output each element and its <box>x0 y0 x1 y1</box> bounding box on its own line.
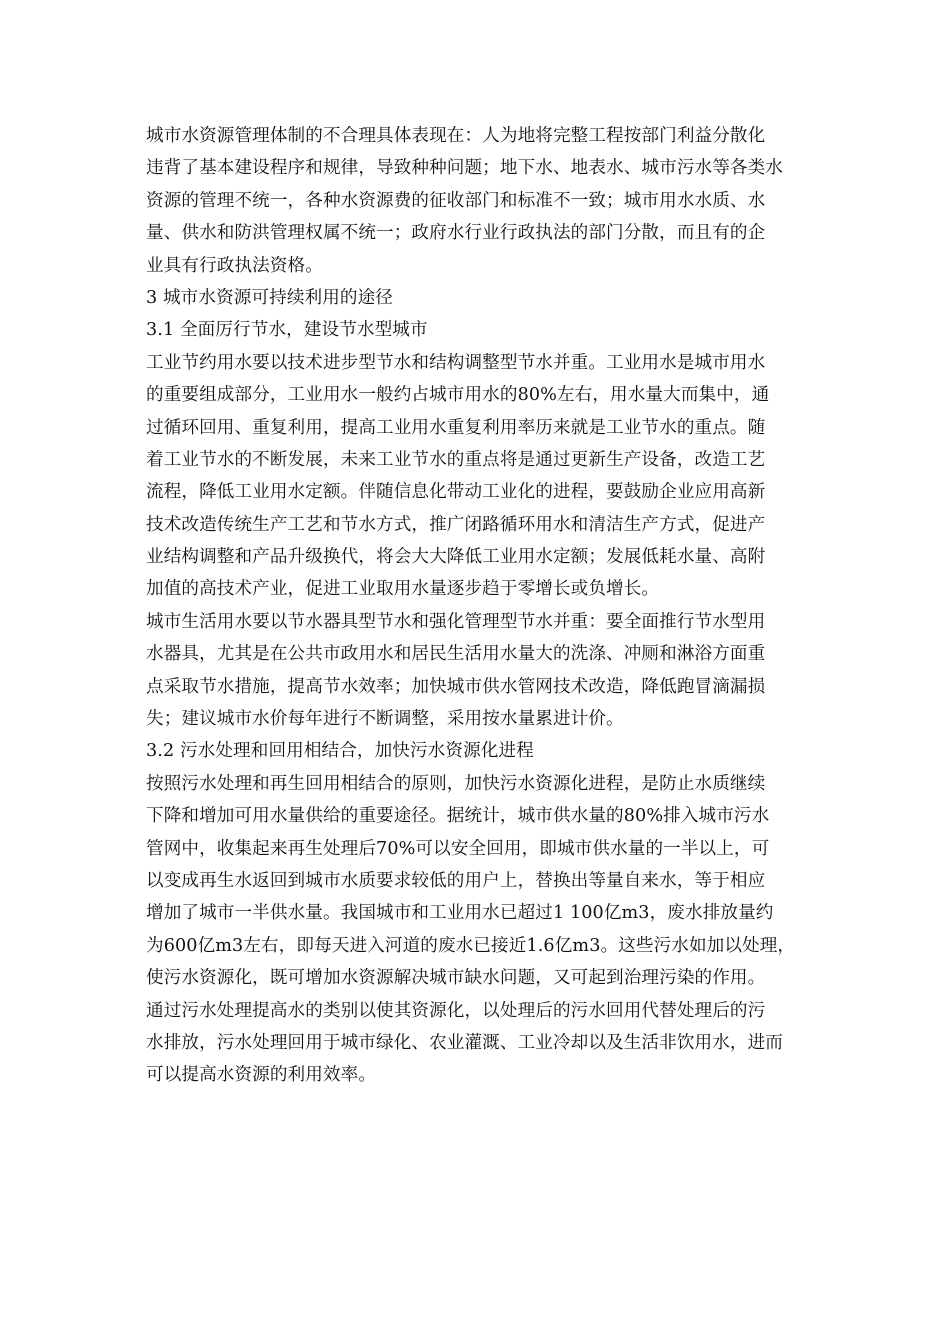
text-line: 业具有行政执法资格。 <box>146 255 323 276</box>
text-line: 业结构调整和产品升级换代，将会大大降低工业用水定额；发展低耗水量、高附 <box>146 547 766 568</box>
document-page <box>146 120 812 1092</box>
text-line: 失；建议城市水价每年进行不断调整，采用按水量累进计价。 <box>146 709 624 730</box>
text-line: 过循环回用、重复利用，提高工业用水重复利用率历来就是工业节水的重点。随 <box>146 417 766 438</box>
text-line: 水器具，尤其是在公共市政用水和居民生活用水量大的洗涤、冲厕和淋浴方面重 <box>146 644 766 665</box>
text-line: 城市生活用水要以节水器具型节水和强化管理型节水并重：要全面推行节水型用 <box>146 611 766 632</box>
text-line: 通过污水处理提高水的类别以使其资源化，以处理后的污水回用代替处理后的污 <box>146 1000 766 1021</box>
text-line: 使污水资源化，既可增加水资源解决城市缺水问题，又可起到治理污染的作用。 <box>146 968 766 989</box>
text-line: 着工业节水的不断发展，未来工业节水的重点将是通过更新生产设备，改造工艺 <box>146 449 766 470</box>
text-line: 可以提高水资源的利用效率。 <box>146 1065 377 1086</box>
text-line: 增加了城市一半供水量。我国城市和工业用水已超过1 100亿m3，废水排放量约 <box>146 903 774 924</box>
subsection-heading: 3.1 全面厉行节水，建设节水型城市 <box>146 320 428 341</box>
text-line: 量、供水和防洪管理权属不统一；政府水行业行政执法的部门分散，而且有的企 <box>146 223 766 244</box>
text-line: 工业节约用水要以技术进步型节水和结构调整型节水并重。工业用水是城市用水 <box>146 352 766 373</box>
text-line: 资源的管理不统一，各种水资源费的征收部门和标准不一致；城市用水水质、水 <box>146 190 766 211</box>
section-heading: 3 城市水资源可持续利用的途径 <box>146 287 394 308</box>
text-line: 按照污水处理和再生回用相结合的原则，加快污水资源化进程，是防止水质继续 <box>146 773 766 794</box>
text-line: 城市水资源管理体制的不合理具体表现在：人为地将完整工程按部门利益分散化 <box>146 126 766 146</box>
text-line: 流程，降低工业用水定额。伴随信息化带动工业化的进程，要鼓励企业应用高新 <box>146 482 766 503</box>
text-line: 加值的高技术产业，促进工业取用水量逐步趋于零增长或负增长。 <box>146 579 660 600</box>
text-line: 违背了基本建设程序和规律，导致种种问题；地下水、地表水、城市污水等各类水 <box>146 158 783 179</box>
text-line: 为600亿m3左右，即每天进入河道的废水已接近1.6亿m3。这些污水如加以处理， <box>146 935 796 956</box>
text-line: 点采取节水措施，提高节水效率；加快城市供水管网技术改造，降低跑冒滴漏损 <box>146 676 766 697</box>
subsection-heading: 3.2 污水处理和回用相结合，加快污水资源化进程 <box>146 741 534 762</box>
text-line: 技术改造传统生产工艺和节水方式，推广闭路循环用水和清洁生产方式，促进产 <box>146 514 766 535</box>
text-line: 水排放，污水处理回用于城市绿化、农业灌溉、工业冷却以及生活非饮用水，进而 <box>146 1032 783 1053</box>
text-line: 以变成再生水返回到城市水质要求较低的用户上，替换出等量自来水，等于相应 <box>146 870 766 891</box>
text-line: 下降和增加可用水量供给的重要途径。据统计，城市供水量的80%排入城市污水 <box>146 806 770 827</box>
text-line: 的重要组成部分，工业用水一般约占城市用水的80%左右，用水量大而集中，通 <box>146 385 770 406</box>
text-line: 管网中，收集起来再生处理后70%可以安全回用，即城市供水量的一半以上，可 <box>146 838 770 859</box>
